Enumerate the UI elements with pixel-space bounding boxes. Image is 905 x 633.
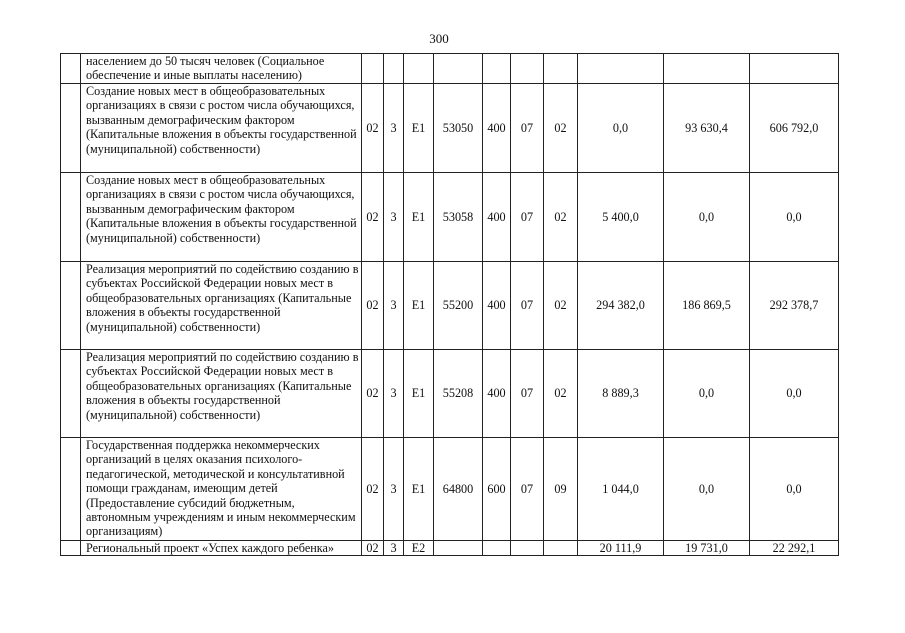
sum-year1-cell: 1 044,0 xyxy=(578,438,664,541)
table-row xyxy=(61,54,839,84)
budget-table xyxy=(60,53,839,556)
table-row xyxy=(61,173,839,262)
table-row xyxy=(61,84,839,173)
sum-year2-cell: 0,0 xyxy=(664,173,750,262)
vr-cell xyxy=(483,54,511,84)
rz-cell: 07 xyxy=(511,84,544,173)
description-cell: Реализация мероприятий по содействию созданию в субъектах Российской Федерации новых мест в общеобразовательных организациях (Капитальные вложения в объекты государственной (муниципальной) собственности) xyxy=(81,262,362,350)
description-cell: Реализация мероприятий по содействию созданию в субъектах Российской Федерации новых мест в общеобразовательных организациях (Капитальные вложения в объекты государственной (муниципальной) собственности) xyxy=(81,350,362,438)
project-cell xyxy=(404,54,434,84)
vr-cell: 400 xyxy=(483,262,511,350)
table-row xyxy=(61,438,839,541)
index-cell xyxy=(61,350,81,438)
code-cell: 55200 xyxy=(434,262,483,350)
project-cell: Е2 xyxy=(404,541,434,556)
pp-cell: 3 xyxy=(384,262,404,350)
sum-year1-cell: 0,0 xyxy=(578,84,664,173)
sum-year3-cell: 0,0 xyxy=(750,173,839,262)
sum-year1-cell: 5 400,0 xyxy=(578,173,664,262)
vr-cell: 400 xyxy=(483,173,511,262)
index-cell xyxy=(61,541,81,556)
vr-cell xyxy=(483,541,511,556)
index-cell xyxy=(61,173,81,262)
code-cell: 53058 xyxy=(434,173,483,262)
project-cell: Е1 xyxy=(404,350,434,438)
code-cell: 53050 xyxy=(434,84,483,173)
sum-year3-cell: 0,0 xyxy=(750,438,839,541)
pr-cell xyxy=(544,541,578,556)
sum-year2-cell: 93 630,4 xyxy=(664,84,750,173)
code-cell xyxy=(434,541,483,556)
pr-cell: 02 xyxy=(544,350,578,438)
vr-cell: 600 xyxy=(483,438,511,541)
project-cell: Е1 xyxy=(404,84,434,173)
pp-cell: 3 xyxy=(384,541,404,556)
sum-year1-cell: 20 111,9 xyxy=(578,541,664,556)
table-row xyxy=(61,262,839,350)
pr-cell: 02 xyxy=(544,173,578,262)
sum-year3-cell: 22 292,1 xyxy=(750,541,839,556)
rz-cell: 07 xyxy=(511,350,544,438)
rz-cell: 07 xyxy=(511,262,544,350)
description-cell: Создание новых мест в общеобразовательных организациях в связи с ростом числа обучающихся, вызванным демографическим фактором (Капитальные вложения в объекты государственной (муниципальной) собственности) xyxy=(81,173,362,262)
pr-cell: 02 xyxy=(544,262,578,350)
project-cell: Е1 xyxy=(404,262,434,350)
pp-cell: 3 xyxy=(384,173,404,262)
vr-cell: 400 xyxy=(483,84,511,173)
gp-cell: 02 xyxy=(362,173,384,262)
index-cell xyxy=(61,54,81,84)
pp-cell: 3 xyxy=(384,350,404,438)
index-cell xyxy=(61,84,81,173)
rz-cell xyxy=(511,54,544,84)
gp-cell: 02 xyxy=(362,262,384,350)
description-cell: Государственная поддержка некоммерческих организаций в целях оказания психолого-педагогической, методической и консультативной помощи гражданам, имеющим детей (Предоставление субсидий бюджетным, автономным учреждениям и иным некоммерческим организациям) xyxy=(81,438,362,541)
project-cell: Е1 xyxy=(404,438,434,541)
sum-year3-cell: 606 792,0 xyxy=(750,84,839,173)
pr-cell: 02 xyxy=(544,84,578,173)
rz-cell xyxy=(511,541,544,556)
gp-cell xyxy=(362,54,384,84)
description-cell: населением до 50 тысяч человек (Социальное обеспечение и иные выплаты населению) xyxy=(81,54,362,84)
description-cell: Создание новых мест в общеобразовательных организациях в связи с ростом числа обучающихся, вызванным демографическим фактором (Капитальные вложения в объекты государственной (муниципальной) собственности) xyxy=(81,84,362,173)
code-cell: 55208 xyxy=(434,350,483,438)
sum-year3-cell: 292 378,7 xyxy=(750,262,839,350)
pp-cell xyxy=(384,54,404,84)
pp-cell: 3 xyxy=(384,438,404,541)
page-number: 300 xyxy=(429,31,449,46)
index-cell xyxy=(61,438,81,541)
gp-cell: 02 xyxy=(362,84,384,173)
code-cell xyxy=(434,54,483,84)
sum-year1-cell: 294 382,0 xyxy=(578,262,664,350)
pr-cell xyxy=(544,54,578,84)
description-cell: Региональный проект «Успех каждого ребенка» xyxy=(81,541,362,556)
sum-year2-cell xyxy=(664,54,750,84)
sum-year1-cell: 8 889,3 xyxy=(578,350,664,438)
gp-cell: 02 xyxy=(362,438,384,541)
vr-cell: 400 xyxy=(483,350,511,438)
pp-cell: 3 xyxy=(384,84,404,173)
gp-cell: 02 xyxy=(362,541,384,556)
table-row xyxy=(61,350,839,438)
rz-cell: 07 xyxy=(511,438,544,541)
table-row xyxy=(61,541,839,556)
sum-year2-cell: 186 869,5 xyxy=(664,262,750,350)
rz-cell: 07 xyxy=(511,173,544,262)
sum-year1-cell xyxy=(578,54,664,84)
sum-year2-cell: 0,0 xyxy=(664,438,750,541)
sum-year3-cell: 0,0 xyxy=(750,350,839,438)
budget-table-body xyxy=(61,54,839,556)
sum-year2-cell: 19 731,0 xyxy=(664,541,750,556)
project-cell: Е1 xyxy=(404,173,434,262)
pr-cell: 09 xyxy=(544,438,578,541)
sum-year3-cell xyxy=(750,54,839,84)
gp-cell: 02 xyxy=(362,350,384,438)
sum-year2-cell: 0,0 xyxy=(664,350,750,438)
code-cell: 64800 xyxy=(434,438,483,541)
index-cell xyxy=(61,262,81,350)
